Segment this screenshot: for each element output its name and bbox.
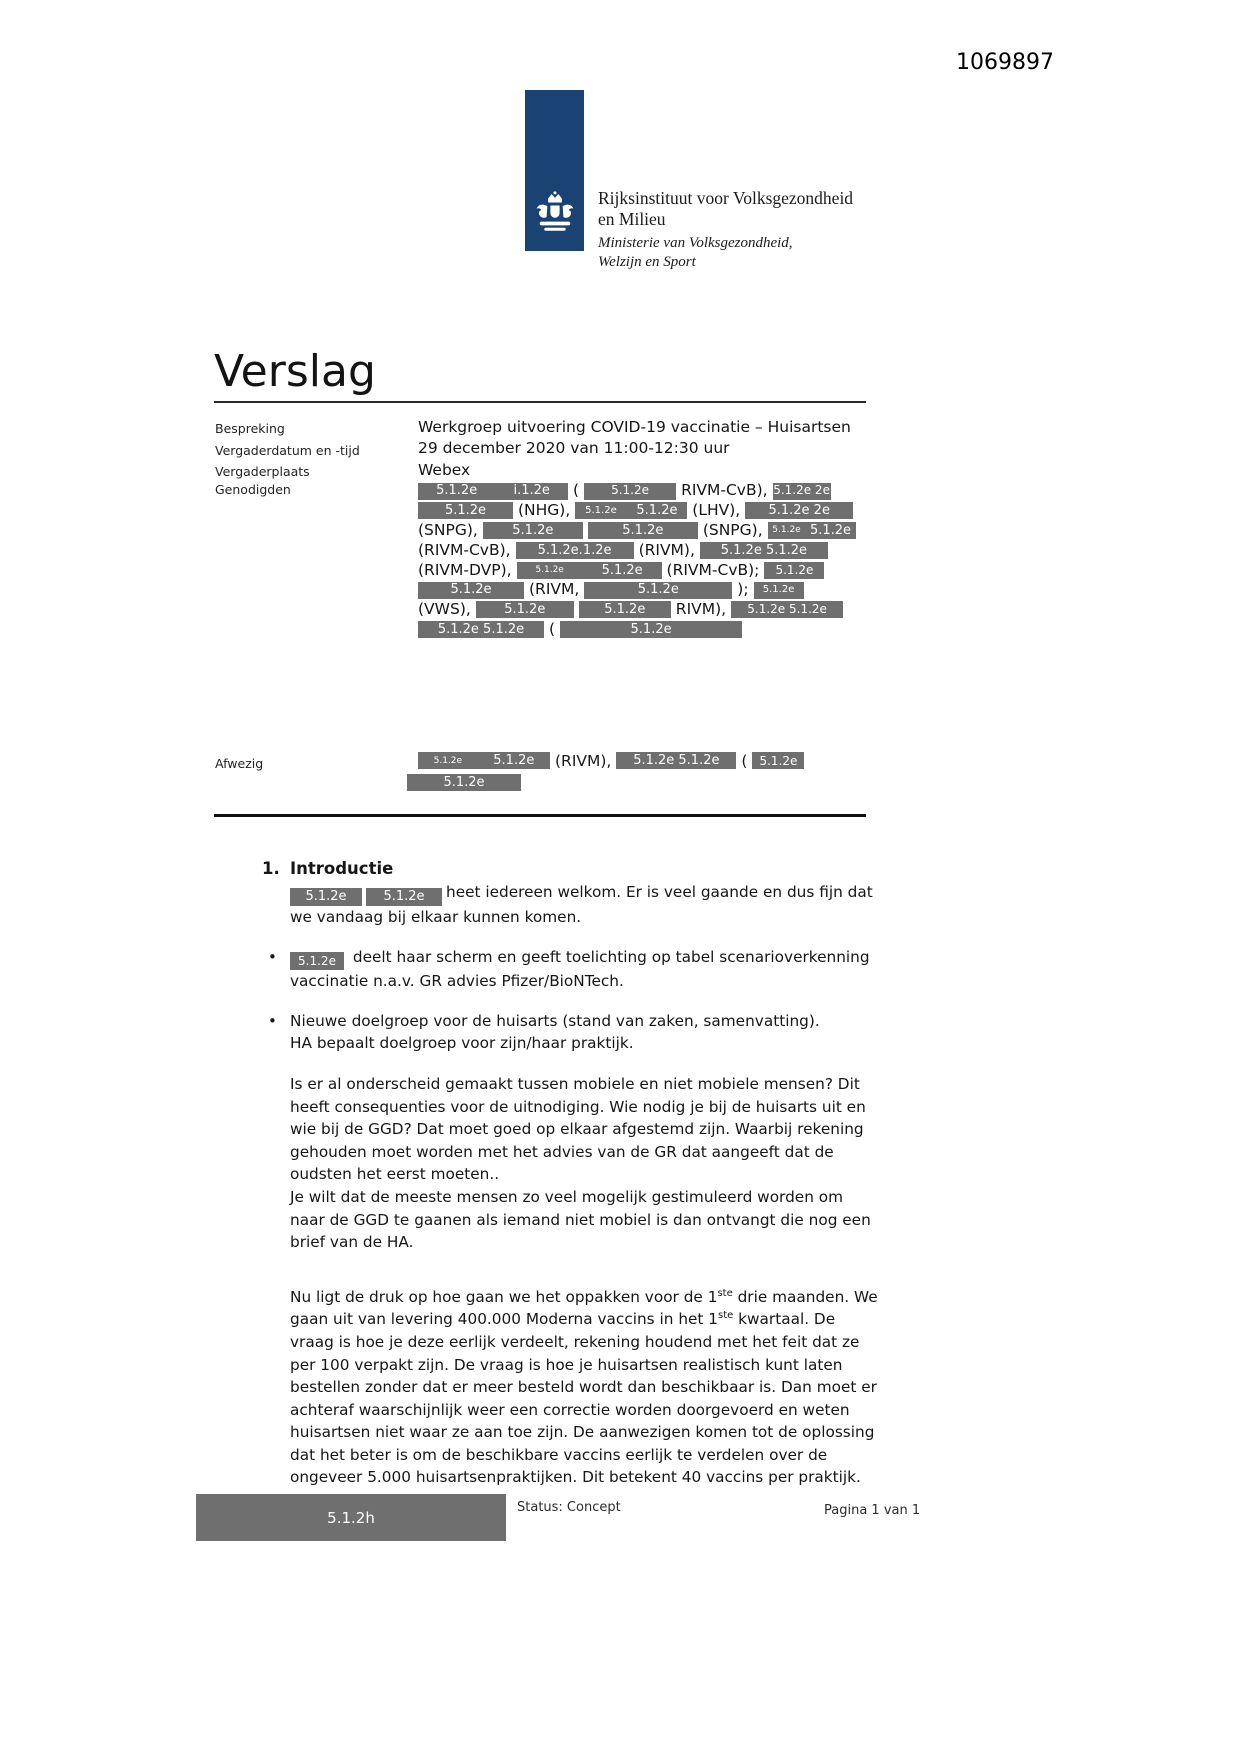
redaction-box: 5.1.2e xyxy=(366,888,442,906)
redaction-box xyxy=(575,502,687,519)
redaction-box: 5.1.2e xyxy=(418,502,513,519)
section-number: 1. xyxy=(262,859,280,878)
redaction-box: 5.1.2e 2e xyxy=(745,502,853,519)
redaction-label: 5.1.2e xyxy=(809,523,852,538)
redaction-box xyxy=(517,562,662,579)
ministry-line2: Welzijn en Sport xyxy=(598,254,696,270)
label-vergaderplaats: Vergaderplaats xyxy=(215,464,310,479)
label-afwezig: Afwezig xyxy=(215,756,264,771)
text-run: Nu ligt de druk op hoe gaan we het oppakken voor de 1 xyxy=(290,1287,718,1306)
text-run: (LHV), xyxy=(692,501,741,520)
superscript-text: ste xyxy=(718,1310,734,1322)
redaction-row xyxy=(418,501,858,521)
redaction-box: 5.1.2e 5.1.2e xyxy=(616,752,736,769)
section-title: Introductie xyxy=(290,859,394,878)
text-run: Is er al onderscheid gemaakt tussen mobiele en niet mobiele mensen? Dit heeft consequenties voor de uitnodiging. Wie nodig je bij de huisarts uit en wie bij de GGD? Dat moet goed op elkaar afgestemd zijn. Waarbij rekening gehouden moet worden met het advies van de GR dat aangeeft dat de oudsten het eerst moeten.. xyxy=(290,1074,866,1184)
label-vergaderdatum: Vergaderdatum en -tijd xyxy=(215,443,360,458)
redaction-box: 5.1.2e xyxy=(483,522,583,539)
document-number: 1069897 xyxy=(956,50,1054,75)
redaction-box: 5.1.2e xyxy=(560,621,742,638)
redaction-box: 5.1.2e xyxy=(290,952,344,970)
redaction-row xyxy=(418,751,804,771)
text-run: deelt haar scherm en geeft toelichting op tabel scenarioverkenning vaccinatie n.a.v. GR advies Pfizer/BioNTech. xyxy=(290,947,870,991)
org-name-line1: Rijksinstituut voor Volksgezondheid xyxy=(598,188,854,208)
redaction-label: 5.1.2e xyxy=(601,562,643,578)
redaction-box: 5.1.2e 5.1.2e xyxy=(700,542,828,559)
redaction-box: 5.1.2e xyxy=(579,601,671,618)
redaction-box: 5.1.2e xyxy=(418,582,524,599)
redaction-row xyxy=(418,620,858,640)
redaction-label: 5.1.2e xyxy=(535,564,564,575)
redaction-row xyxy=(418,600,858,620)
body-paragraph xyxy=(290,1073,880,1254)
text-run: Je wilt dat de meeste mensen zo veel mogelijk gestimuleerd worden om naar de GGD te gaanen als iemand niet mobiel is dan ontvangt die nog een brief van de HA. xyxy=(290,1187,871,1252)
redaction-box: 5.1.2e 2e xyxy=(773,483,831,500)
redaction-box xyxy=(418,483,568,500)
text-run: (RIVM-CvB); xyxy=(666,560,760,579)
redaction-row xyxy=(418,580,858,600)
afwezig-redaction-rows xyxy=(407,751,804,793)
redaction-box: 5.1.2e xyxy=(476,601,574,618)
redaction-box: 5.1.2e xyxy=(754,582,804,599)
label-genodigden: Genodigden xyxy=(215,482,291,497)
text-run: (NHG), xyxy=(518,501,571,520)
bullet-text xyxy=(290,946,880,993)
minutes-body xyxy=(262,858,880,1489)
redaction-label: 5.1.2e xyxy=(433,755,463,766)
bullet-icon: • xyxy=(268,947,277,966)
meta-values xyxy=(418,417,858,640)
text-run: RIVM-CvB), xyxy=(681,481,768,500)
redaction-label: 5.1.2e xyxy=(436,483,478,499)
redaction-label: 5.1.2e xyxy=(585,505,617,517)
text-run: ( xyxy=(573,481,580,500)
text-run: (RIVM), xyxy=(638,540,695,559)
text-run: ( xyxy=(741,751,748,770)
rijksoverheid-logo-bar xyxy=(525,90,584,251)
meeting-datetime: 29 december 2020 van 11:00-12:30 uur xyxy=(418,439,730,458)
redaction-row xyxy=(418,521,858,541)
bullet-item xyxy=(262,1010,880,1055)
redaction-label: 5.1.2e xyxy=(493,753,535,769)
text-run: heet iedereen welkom. Er is veel gaande en dus fijn dat we vandaag bij elkaar kunnen komen. xyxy=(290,883,873,927)
org-name-line2: en Milieu xyxy=(598,209,666,229)
text-run: HA bepaalt doelgroep voor zijn/haar praktijk. xyxy=(290,1034,634,1053)
section-heading xyxy=(262,858,880,880)
redaction-box: 5.1.2e xyxy=(752,752,804,769)
text-run: (RIVM, xyxy=(529,580,580,599)
redaction-box: 5.1.2e xyxy=(584,483,676,500)
title-divider xyxy=(214,401,866,403)
text-run: (SNPG), xyxy=(702,521,763,540)
text-run: ); xyxy=(737,580,749,599)
text-run: RIVM), xyxy=(675,600,727,619)
logo-text-block xyxy=(598,188,853,272)
text-run: (SNPG), xyxy=(418,521,478,540)
ministry-line1: Ministerie van Volksgezondheid, xyxy=(598,235,793,251)
meeting-subject: Werkgroep uitvoering COVID-19 vaccinatie – Huisartsen xyxy=(418,418,851,436)
redaction-row xyxy=(418,560,858,580)
redaction-row xyxy=(418,541,858,561)
footer-status: Status: Concept xyxy=(517,1500,621,1515)
body-paragraph xyxy=(290,1286,880,1489)
redaction-box: 5.1.2e xyxy=(584,582,732,599)
redaction-box: 5.1.2e 5.1.2e xyxy=(731,601,843,618)
redaction-box xyxy=(418,752,550,769)
redaction-box: 5.1.2e 5.1.2e xyxy=(418,621,544,638)
redaction-label: 5.1.2e xyxy=(772,525,801,535)
text-run: (VWS), xyxy=(418,600,471,619)
redaction-row xyxy=(407,773,804,793)
rivm-coat-of-arms-icon xyxy=(532,191,578,247)
text-run: Nieuwe doelgroep voor de huisarts (stand van zaken, samenvatting). xyxy=(290,1011,820,1030)
bullet-text xyxy=(290,1010,880,1055)
text-run: (RIVM), xyxy=(555,751,612,770)
text-run: ( xyxy=(549,620,556,638)
redaction-box xyxy=(768,522,856,539)
redaction-box: 5.1.2e.1.2e xyxy=(516,542,634,559)
redaction-box: 5.1.2e xyxy=(588,522,698,539)
text-run: (RIVM-CvB), xyxy=(418,540,511,559)
redaction-box: 5.1.2e xyxy=(290,888,362,906)
redaction-box: 5.1.2e xyxy=(764,562,824,579)
redaction-label: i.1.2e xyxy=(513,483,550,499)
text-run: kwartaal. De vraag is hoe je deze eerlijk verdeelt, rekening houdend met het feit dat ze per 100 verpakt zijn. De vraag is hoe je huisartsen realistisch kunt laten bestellen zonder dat er meer besteld wordt dan beschikbaar is. Dan moet er achteraf waarschijnlijk weer een correctie worden doorgevoerd en weten huisartsen niet waar ze aan toe zijn. De aanwezigen komen tot de oplossing dat het beter is om de beschikbare vaccins eerlijk te verdelen over de ongeveer 5.000 huisartsenpraktijken. Dit betekent 40 vaccins per praktijk. xyxy=(290,1310,877,1487)
text-run: (RIVM-DVP), xyxy=(418,560,512,579)
label-bespreking: Bespreking xyxy=(215,421,285,436)
footer-page-indicator: Pagina 1 van 1 xyxy=(824,1503,921,1518)
superscript-text: ste xyxy=(717,1287,733,1299)
text-run: drie maanden. We gaan uit van levering 400.000 Moderna vaccins in het 1 xyxy=(290,1287,878,1329)
intro-paragraph xyxy=(290,881,880,929)
genodigden-redaction-rows xyxy=(418,481,858,639)
redaction-box: 5.1.2e xyxy=(407,774,521,791)
redaction-label: 5.1.2e xyxy=(636,503,678,519)
footer-redaction-box: 5.1.2h xyxy=(196,1494,506,1541)
section-divider xyxy=(214,814,866,817)
bullet-icon: • xyxy=(268,1011,277,1030)
redaction-row xyxy=(418,481,858,501)
meeting-location: Webex xyxy=(418,460,471,479)
bullet-item xyxy=(262,946,880,993)
page-title: Verslag xyxy=(214,346,376,397)
